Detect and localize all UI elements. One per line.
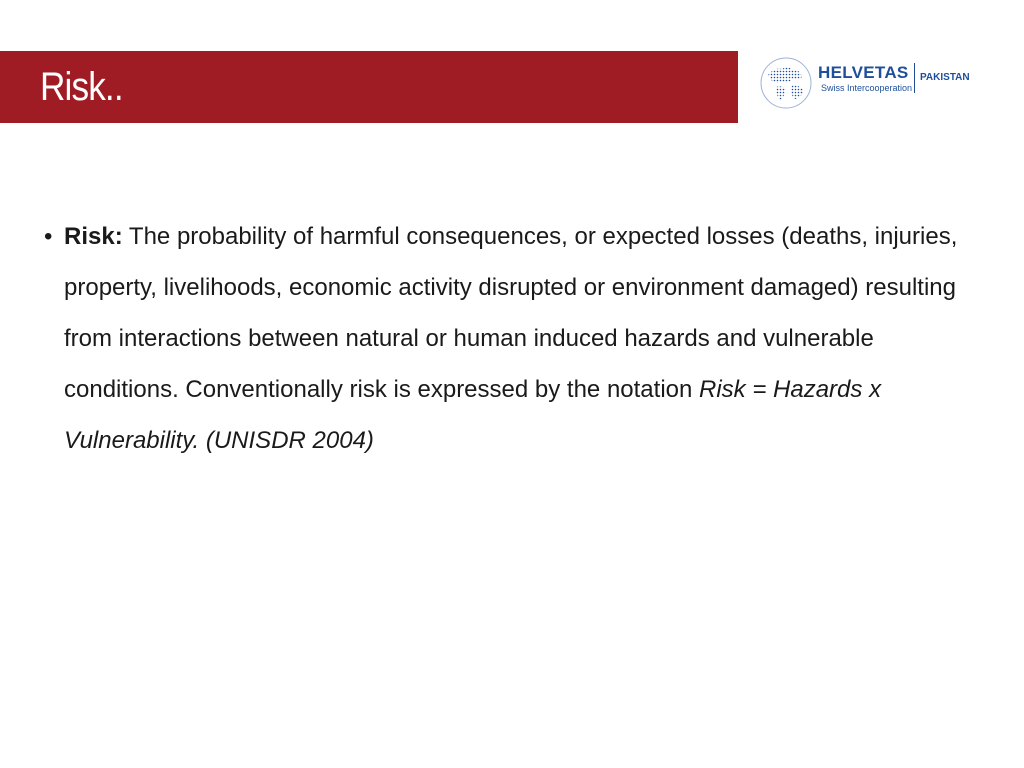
bullet-text: The probability of harmful consequences, or expected losses (deaths, injuries, property, livelihoods, economic activity disrupted or environment damaged) resulting from interactions between natural or human induced hazards and vulnerable conditions. Conventionally risk is expressed by the notation xyxy=(64,223,958,403)
slide-content xyxy=(44,211,994,466)
bullet-term: Risk: xyxy=(64,223,123,250)
slide-title: Risk.. xyxy=(40,65,123,109)
logo-divider xyxy=(914,63,915,93)
logo-country: PAKISTAN xyxy=(920,72,970,83)
title-bar xyxy=(0,51,738,123)
bullet-item xyxy=(44,211,994,466)
logo-name: HELVETAS xyxy=(818,63,909,82)
bullet-marker: • xyxy=(44,223,53,250)
logo-subtitle: Swiss Intercooperation xyxy=(821,83,913,93)
helvetas-logo xyxy=(758,55,988,115)
risk-formula: Risk = Hazards x Vulnerability. (UNISDR 2004) xyxy=(64,376,882,454)
globe-icon xyxy=(758,55,814,111)
